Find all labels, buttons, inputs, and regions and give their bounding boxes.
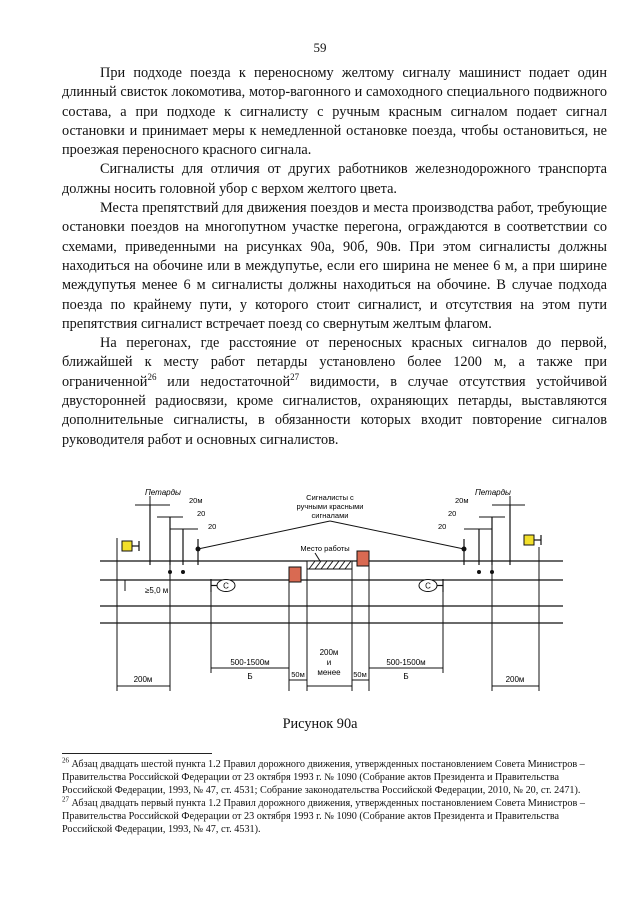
dim-500-1500-right: 500-1500м <box>386 658 426 667</box>
dim-200-or-less-1: 200м <box>319 648 339 657</box>
footnote-divider <box>62 753 212 754</box>
dim-20-left-a: 20 <box>197 509 206 518</box>
dim-200-or-less-2: и <box>326 658 332 667</box>
yellow-signal-right <box>524 535 534 545</box>
footnote-26 <box>62 758 610 797</box>
work-place-leader <box>315 553 320 561</box>
yellow-signal-left <box>122 541 132 551</box>
signalists-label-1: Сигналисты с <box>306 493 354 502</box>
dim-500-1500-left: 500-1500м <box>230 658 270 667</box>
dim-50m-right: 50м <box>353 670 367 679</box>
paragraph-4-part3: видимости, в случае отсутствия устойчивой двусторонней радиосвязи, кроме сигналистов, охраняющих петарды, выставляются дополнительные сигналисты, в обязанности которых входит повторение сигналов руководителя работ и основных сигналистов. <box>62 373 607 448</box>
page-number: 59 <box>313 40 327 55</box>
footnote-27-number: 27 <box>62 795 69 804</box>
signalist-right-dot <box>462 547 467 552</box>
petardy-label-right: Петарды <box>475 488 511 497</box>
signalists-label-2: ручными красными <box>296 502 364 511</box>
footnote-ref-26[interactable]: 26 <box>147 371 157 382</box>
footnote-26-number: 26 <box>62 756 69 765</box>
dim-20m-right: 20м <box>455 496 469 505</box>
red-signal-right <box>357 551 369 566</box>
dim-20m-left: 20м <box>189 496 203 505</box>
c-signal-left-label: С <box>223 581 229 591</box>
signalist-left-dot <box>196 547 201 552</box>
dim-b-right: Б <box>403 672 409 681</box>
paragraph-4-part2: или недостаточной <box>156 373 291 390</box>
paragraph-4-part1: На перегонах, где расстояние от переносных красных сигналов до первой, ближайшей к месту работ петарды установлено более 1200 м, а также при ограниченной <box>62 335 607 390</box>
figure-caption: Рисунок 90а <box>282 716 358 732</box>
paragraph-1: При подходе поезда к переносному желтому сигналу машинист подает один длинный свисток локомотива, мотор-вагонного и самоходного специального подвижного состава, а при подходе к сигналисту с ручным красным сигналом подает сигнал остановки и принимает меры к немедленной остановке поезда, чтобы остановиться, не проезжая переносного красного сигнала. <box>62 65 607 159</box>
dim-200m-left: 200м <box>133 675 153 684</box>
figure-90a-diagram <box>95 483 565 708</box>
dim-200m-right: 200м <box>505 675 525 684</box>
paragraph-2: Сигналисты для отличия от других работников железнодорожного транспорта должны носить головной убор с верхом желтого цвета. <box>62 161 607 197</box>
dim-20-right-b: 20 <box>438 522 447 531</box>
c-signal-right-label: С <box>425 581 431 591</box>
interval-width-label: ≥5,0 м <box>145 586 169 595</box>
paragraph-4 <box>62 334 607 450</box>
signalists-label-3: сигналами <box>311 511 349 520</box>
dim-20-left-b: 20 <box>208 522 217 531</box>
dim-20-right-a: 20 <box>448 509 457 518</box>
footnote-27 <box>62 797 610 836</box>
body-text <box>62 64 607 450</box>
footnote-27-text: Абзац двадцать первый пункта 1.2 Правил дорожного движения, утвержденных постановлением Совета Министров – Правительства Российской Федерации от 23 октября 1993 г. № 1090 (Собрание актов Президента и Правительства Российской Федерации, 1993, № 47, ст. 4531). <box>62 798 585 836</box>
dim-50m-left: 50м <box>291 670 305 679</box>
dim-200-or-less-3: менее <box>317 668 341 677</box>
dim-b-left: Б <box>247 672 253 681</box>
footnote-ref-27[interactable]: 27 <box>290 371 300 382</box>
paragraph-3: Места препятствий для движения поездов и места производства работ, требующие остановки поездов на многопутном участке перегона, ограждаются в соответствии со схемами, приведенными на рисунках 90а, 90б, 90в. При этом сигналисты должны находиться на обочине или в междупутье, если его ширина не менее 6 м, а при ширине междупутья менее 6 м сигналисты должны находиться на обочине. В случае подхода поезда по крайнему пути, у которого стоит сигналист, и отсутствия на этом пути препятствия сигналист встречает поезд со свернутым желтым флагом. <box>62 200 607 332</box>
c-signal-left <box>211 579 235 592</box>
red-signal-left <box>289 567 301 582</box>
footnote-26-text: Абзац двадцать шестой пункта 1.2 Правил дорожного движения, утвержденных постановлением Совета Министров – Правительства Российской Федерации от 23 октября 1993 г. № 1090 (Собрание актов Президента и Правительства Российской Федерации, 1993, № 47, ст. 4531; Собрание законодательства Российской Федерации, 2010, № 20, ст. 2471). <box>62 759 585 797</box>
footnotes <box>62 758 610 837</box>
c-signal-right <box>419 579 443 592</box>
work-place-label: Место работы <box>300 544 350 553</box>
petardy-label-left: Петарды <box>145 488 181 497</box>
